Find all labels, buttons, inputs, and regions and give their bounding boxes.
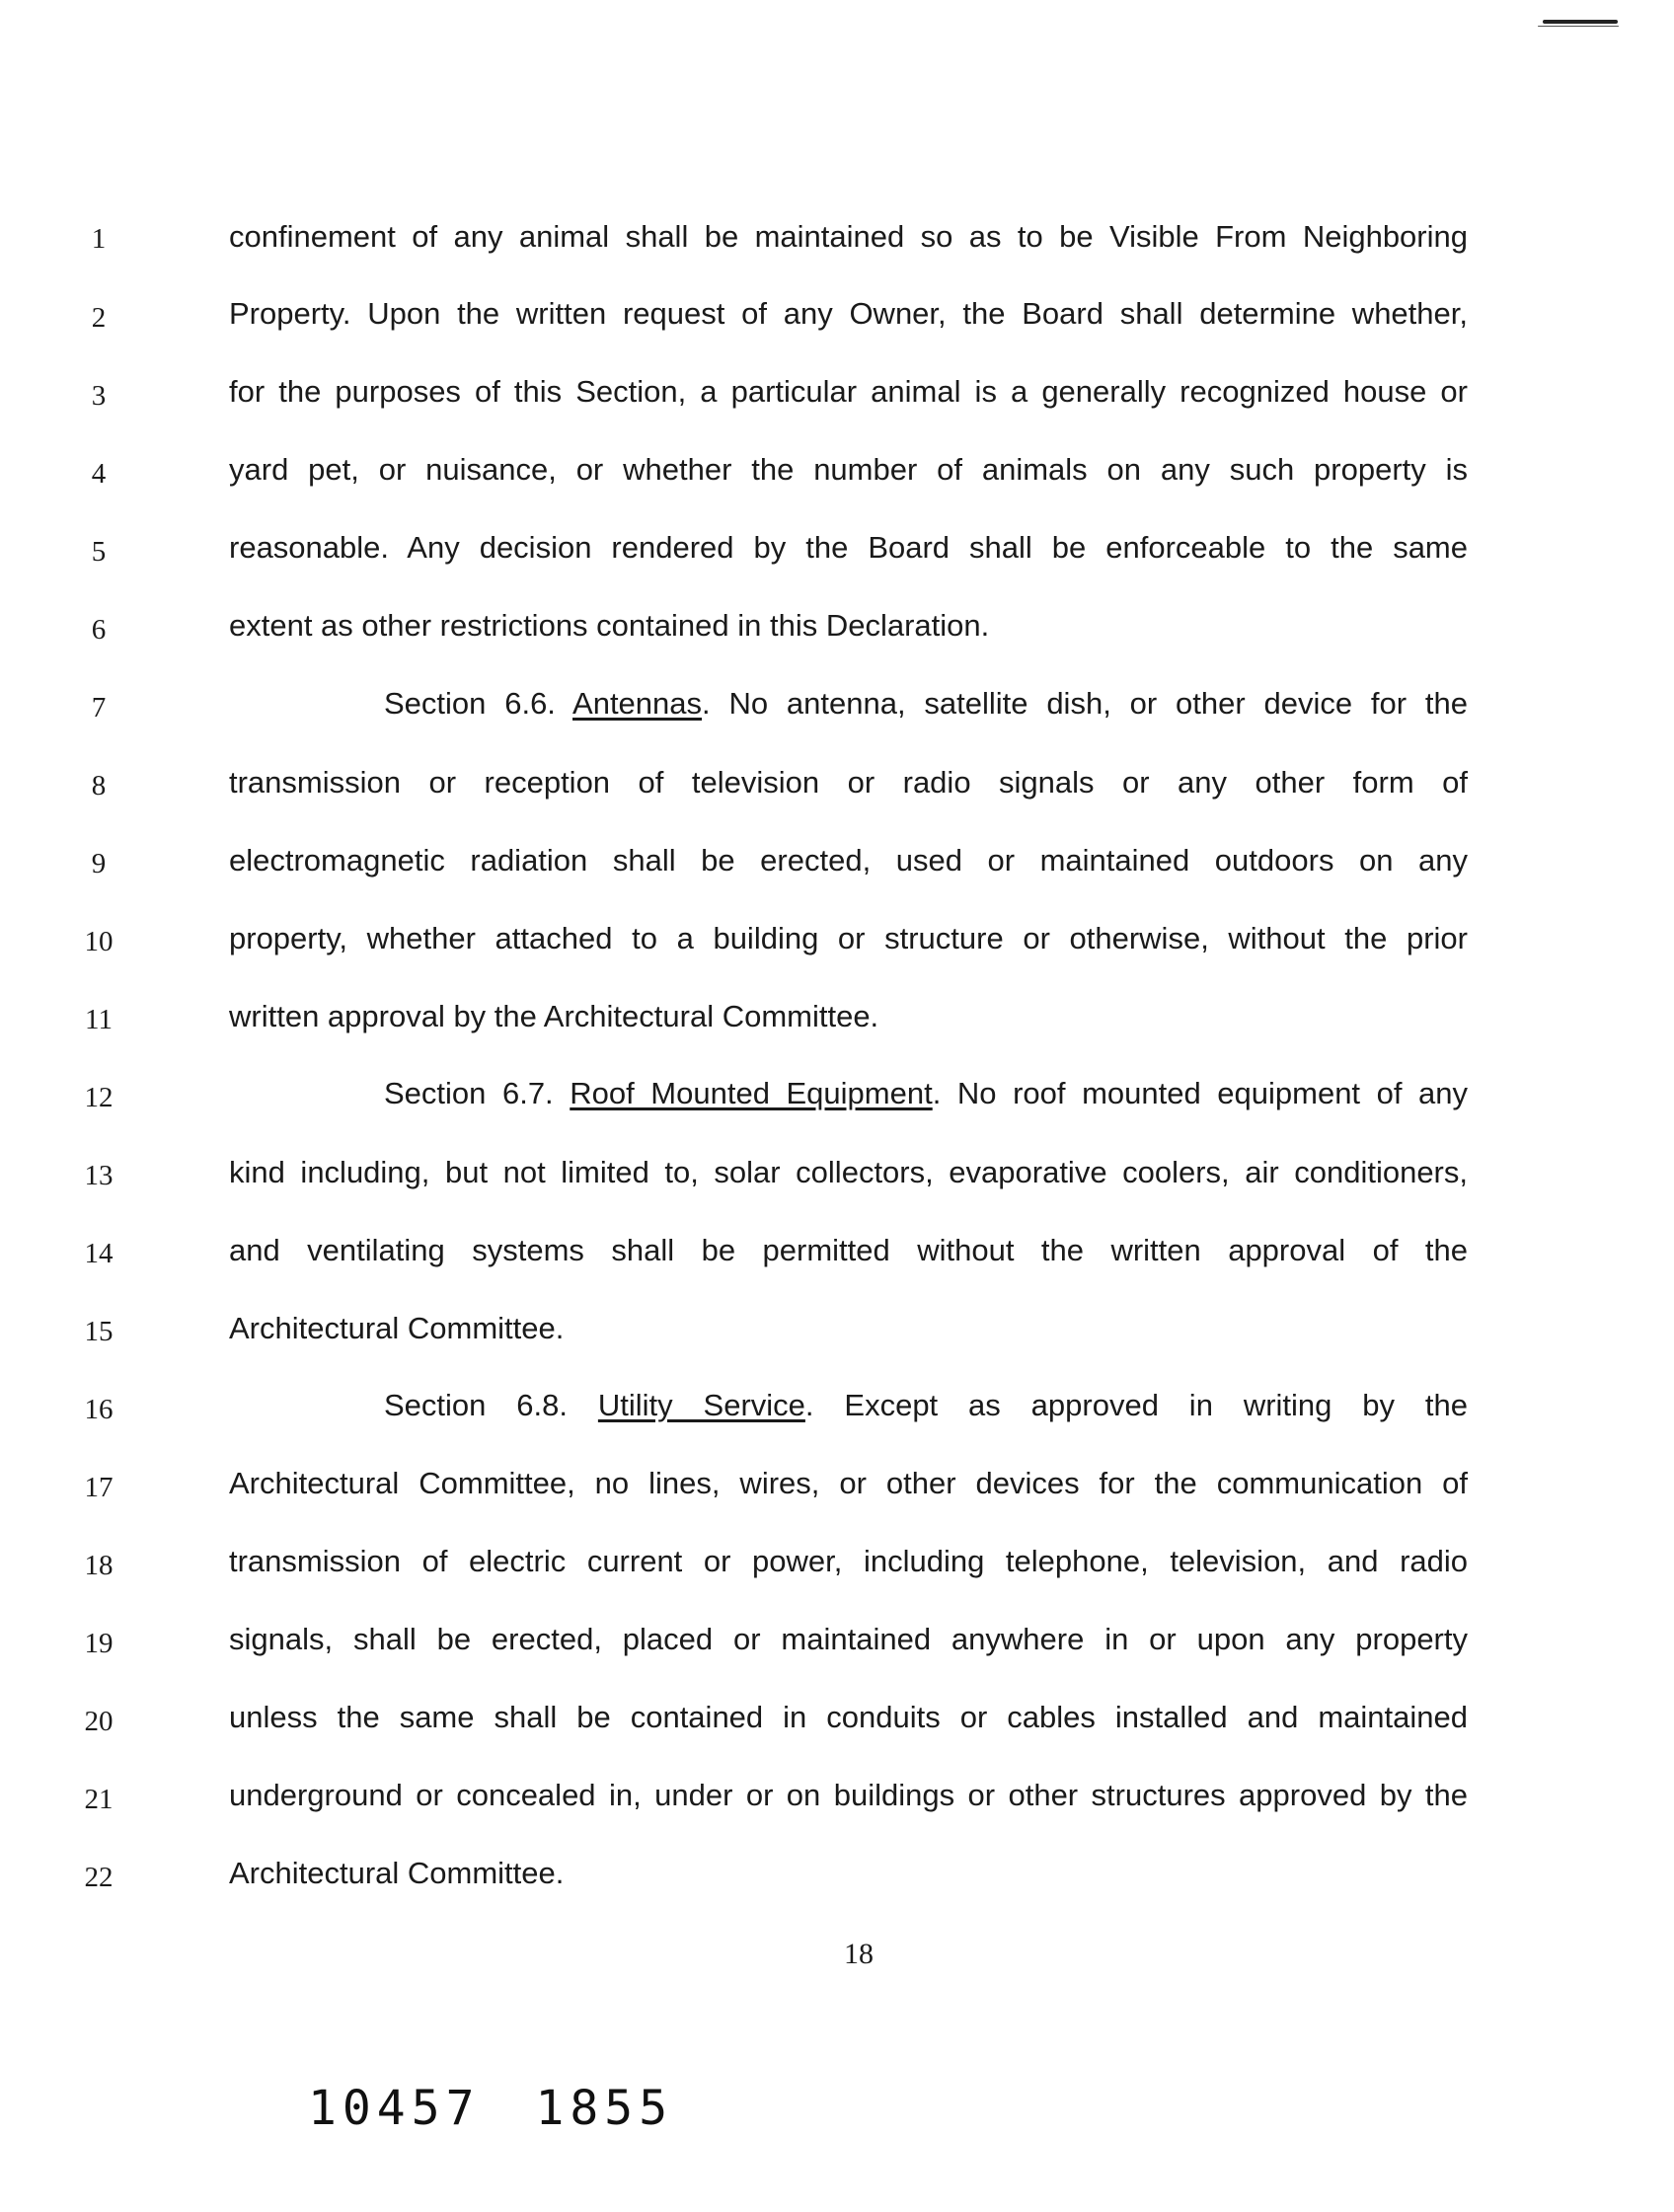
section-heading-line [229, 686, 1468, 722]
scan-mark-thin [1538, 26, 1619, 27]
section-title: Roof Mounted Equipment [570, 1076, 933, 1110]
line-number: 14 [84, 1238, 114, 1269]
line-number: 1 [91, 223, 107, 255]
text-line: Architectural Committee, no lines, wires, or other devices for the communication of [229, 1466, 1468, 1500]
line-number: 21 [84, 1784, 114, 1815]
line-number: 11 [85, 1004, 113, 1035]
section-number: Section 6.6. [384, 686, 573, 721]
line-number: 15 [84, 1316, 114, 1347]
text-line: Architectural Committee. [229, 1311, 565, 1345]
text-line: yard pet, or nuisance, or whether the number of animals on any such property is [229, 452, 1468, 487]
text-line: signals, shall be erected, placed or maintained anywhere in or upon any property [229, 1622, 1468, 1656]
recording-book-number: 10457 [308, 2081, 481, 2136]
recording-stamp [308, 2081, 728, 2136]
line-number: 2 [91, 302, 107, 334]
line-number: 10 [84, 926, 114, 957]
recording-page-number: 1855 [535, 2081, 674, 2136]
section-text: . Except as approved in writing by the [804, 1388, 1468, 1422]
line-number: 17 [84, 1472, 114, 1503]
section-title: Antennas [572, 686, 703, 721]
line-number: 5 [91, 536, 107, 568]
text-line: property, whether attached to a building or structure or otherwise, without the prior [229, 921, 1468, 955]
text-line: reasonable. Any decision rendered by the Board shall be enforceable to the same [229, 530, 1468, 565]
text-line: Property. Upon the written request of any Owner, the Board shall determine whether, [229, 296, 1468, 331]
text-line: confinement of any animal shall be maintained so as to be Visible From Neighboring [229, 219, 1468, 254]
text-line: transmission or reception of television or radio signals or any other form of [229, 765, 1468, 800]
section-heading-line [229, 1388, 1468, 1423]
section-number: Section 6.7. [384, 1076, 571, 1110]
line-number: 6 [91, 614, 107, 646]
text-line: written approval by the Architectural Committee. [229, 999, 879, 1033]
text-line: electromagnetic radiation shall be erected, used or maintained outdoors on any [229, 843, 1468, 877]
text-line: extent as other restrictions contained in this Declaration. [229, 608, 990, 643]
line-number: 12 [84, 1082, 114, 1113]
line-number: 20 [84, 1706, 114, 1737]
section-text: . No antenna, satellite dish, or other device for the [702, 686, 1468, 721]
section-text: . No roof mounted equipment of any [932, 1076, 1469, 1110]
line-number: 4 [91, 458, 107, 490]
text-line: Architectural Committee. [229, 1856, 565, 1890]
line-number: 9 [91, 848, 107, 879]
text-line: kind including, but not limited to, solar collectors, evaporative coolers, air conditioners, [229, 1155, 1468, 1189]
section-title: Utility Service [597, 1388, 805, 1422]
line-number: 8 [91, 770, 107, 801]
line-number: 22 [84, 1862, 114, 1893]
text-line: underground or concealed in, under or on buildings or other structures approved by the [229, 1778, 1468, 1812]
line-number: 3 [91, 380, 107, 412]
line-number: 16 [84, 1394, 114, 1425]
text-line: for the purposes of this Section, a particular animal is a generally recognized house or [229, 374, 1468, 409]
text-line: transmission of electric current or power, including telephone, television, and radio [229, 1544, 1468, 1578]
text-line: and ventilating systems shall be permitted without the written approval of the [229, 1233, 1468, 1267]
line-number: 19 [84, 1628, 114, 1659]
text-line: unless the same shall be contained in conduits or cables installed and maintained [229, 1700, 1468, 1734]
line-number: 7 [91, 692, 107, 724]
line-number: 13 [84, 1160, 114, 1191]
section-number: Section 6.8. [384, 1388, 598, 1422]
line-number: 18 [84, 1550, 114, 1581]
page-number: 18 [844, 1938, 874, 1970]
section-heading-line [229, 1076, 1468, 1111]
scan-mark [1543, 20, 1618, 24]
